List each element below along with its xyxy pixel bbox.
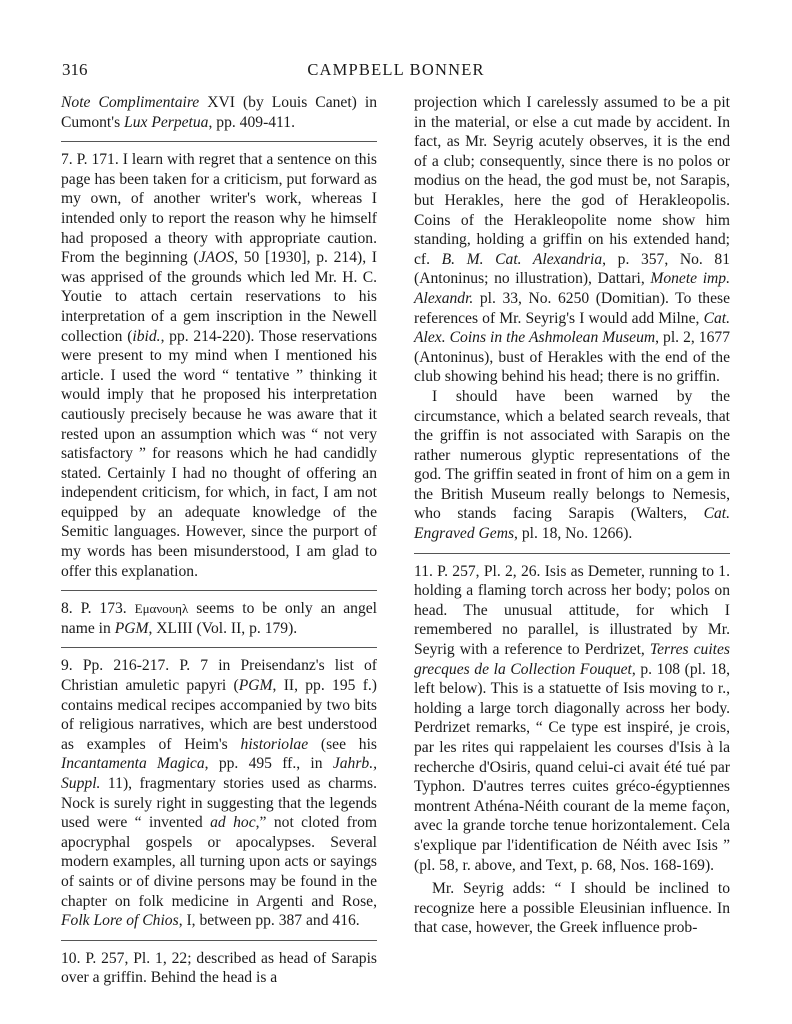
left-column (61, 93, 377, 988)
running-head: CAMPBELL BONNER (307, 60, 485, 79)
paragraph-note-complimentaire: Note Complimentaire XVI (by Louis Canet) in Cumont's Lux Perpetua, pp. 409-411. (61, 94, 377, 131)
note-10: 10. P. 257, Pl. 1, 22; described as head of Sarapis over a griffin. Behind the head is a (61, 949, 377, 987)
note-divider (61, 590, 377, 591)
page-number: 316 (62, 60, 88, 79)
note-divider (414, 553, 730, 554)
note-10-paragraph-2: I should have been warned by the circumstance, which a belated search reveals, that the griffin is not associated with Sarapis on the rather numerous glyptic representations of the god. The griffin seated in front of him on a gem in the British Museum really belongs to Nemesis, who stands facing Sarapis (Walters, Cat. Engraved Gems, pl. 18, No. 1266). (414, 387, 730, 543)
note-10-continued: projection which I carelessly assumed to be a pit in the material, or else a cut made by accident. In fact, as Mr. Seyrig acutely observes, it is the end of a club; consequently, since there is no polos or modius on the head, the god must be, not Sarapis, but Herakles, here the god of Herakleopolis. Coins of the Herakleopolite nome show him standing, holding a griffin on his extended hand; cf. B. M. Cat. Alexandria, p. 357, No. 81 (Antoninus; no illustration), Dattari, Monete imp. Alexandr. pl. 33, No. 6250 (Domitian). To these references of Mr. Seyrig's I would add Milne, Cat. Alex. Coins in the Ashmolean Museum, pl. 2, 1677 (Antoninus), bust of Herakles with the end of the club showing behind his head; there is no griffin. (414, 94, 730, 386)
note-divider (61, 647, 377, 648)
note-11-paragraph-2: Mr. Seyrig adds: “ I should be inclined to recognize here a possible Eleusinian influence. In that case, however, the Greek influence prob- (414, 880, 730, 937)
note-divider (61, 940, 377, 941)
note-divider (61, 141, 377, 142)
note-11: 11. P. 257, Pl. 2, 26. Isis as Demeter, running to 1. holding a flaming torch across her body; polos on head. The unusual attitude, for which I remembered no parallel, is illustrated by Mr. Seyrig with a reference to Perdrizet, Terres cuites grecques de la Collection Fouquet, p. 108 (pl. 18, left below). This is a statuette of Isis moving to r., holding a large torch diagonally across her body. Perdrizet remarks, “ Ce type est inspiré, je crois, par les rites qui rappelaient les courses d'Isis à la recherche d'Osiris, quand celui-ci avait été tué par Typhon. D'autres terres cuites gréco-égyptiennes montrent Athéna-Néith courant de la meme façon, avec la grande torche tenue horizontalement. Cela s'explique par l'identification de Néith avec Isis ” (pl. 58, r. above, and Text, p. 68, Nos. 168-169). (414, 562, 730, 874)
note-8: 8. P. 173. Εμανουηλ seems to be only an angel name in PGM, XLIII (Vol. II, p. 179). (61, 600, 377, 637)
note-9: 9. Pp. 216-217. P. 7 in Preisendanz's list of Christian amuletic papyri (PGM, II, pp. 195 f.) contains medical recipes accompanied by two bits of religious narratives, which are best understood as examples of Heim's historiolae (see his Incantamenta Magica, pp. 495 ff., in Jahrb., Suppl. 11), fragmentary stories used as charms. Nock is surely right in suggesting that the legends used were “ invented ad hoc,” not cloted from apocryphal gospels or apocalypses. Several modern examples, all turning upon acts or sayings of saints or of divine persons may be found in the chapter on folk medicine in Argenti and Rose, Folk Lore of Chios, I, between pp. 387 and 416. (61, 657, 377, 930)
note-7: 7. P. 171. I learn with regret that a sentence on this page has been taken for a criticism, put forward as my own, of another writer's work, whereas I intended only to report the reason why he himself had proposed a theory with appropriate caution. From the beginning (JAOS, 50 [1930], p. 214), I was apprised of the grounds which led Mr. H. C. Youtie to attach certain reservations to his interpretation of a gem inscription in the Newell collection (ibid., pp. 214-220). Those reservations were present to my mind when I mentioned his article. I used the word “ tentative ” thinking it would imply that he proposed his interpretation cautiously precisely because he was aware that it rested upon an assumption which was “ not very satisfactory ” for reasons which he had candidly stated. Certainly I had no thought of offering an independent criticism, for which, in fact, I am not equipped by an adequate knowledge of the Semitic languages. However, since the purport of my words has been misunderstood, I am glad to offer this explanation. (61, 151, 378, 580)
right-column (414, 93, 730, 938)
